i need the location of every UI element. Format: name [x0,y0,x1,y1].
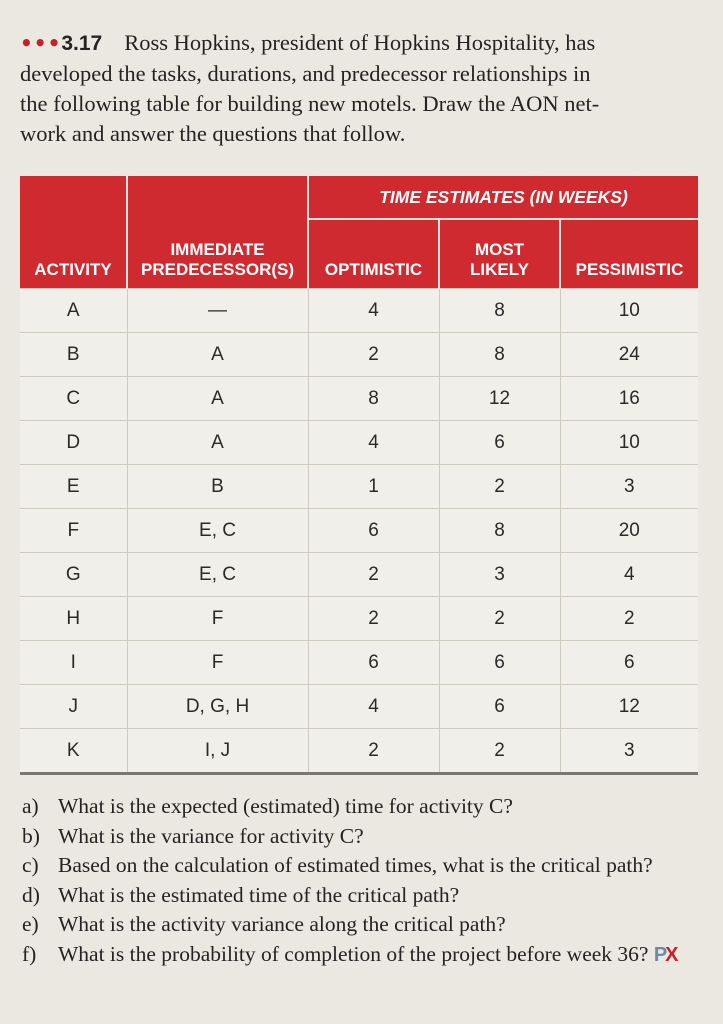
activity-cell: I [20,641,127,685]
problem-line-1 [20,28,710,59]
predecessor-cell: D, G, H [127,685,308,729]
predecessor-cell: E, C [127,509,308,553]
activity-cell: E [20,465,127,509]
optimistic-cell: 4 [308,421,439,465]
pessimistic-cell: 2 [560,597,698,641]
predecessor-cell: — [127,289,308,333]
question-item [22,792,702,822]
predecessor-cell: B [127,465,308,509]
activity-cell: C [20,377,127,421]
activity-column-header: ACTIVITY [20,219,127,289]
question-item [22,881,702,911]
pessimistic-cell: 4 [560,553,698,597]
time-estimates-header: TIME ESTIMATES (IN WEEKS) [308,176,698,219]
pessimistic-cell: 10 [560,421,698,465]
predecessor-cell: A [127,333,308,377]
activity-cell: G [20,553,127,597]
optimistic-cell: 6 [308,641,439,685]
predecessor-cell: F [127,597,308,641]
question-item [22,940,702,971]
header-blank-predecessor [127,176,308,219]
predecessor-cell: A [127,421,308,465]
activity-cell: K [20,729,127,774]
pessimistic-cell: 6 [560,641,698,685]
optimistic-cell: 2 [308,729,439,774]
predecessor-cell: E, C [127,553,308,597]
most-likely-header-line-2: LIKELY [470,260,529,279]
question-label: a) [22,794,39,818]
optimistic-cell: 2 [308,597,439,641]
problem-text-line: Ross Hopkins, president of Hopkins Hospitality, has [124,30,596,55]
predecessors-column-header [127,219,308,289]
optimistic-cell: 8 [308,377,439,421]
question-label: d) [22,882,40,907]
table-row [20,421,698,465]
question-label: c) [22,853,39,877]
pessimistic-cell: 3 [560,729,698,774]
optimistic-column-header: OPTIMISTIC [308,219,439,289]
most-likely-cell: 2 [439,597,560,641]
most-likely-cell: 2 [439,465,560,509]
most-likely-header-line-1: MOST [474,240,525,259]
table-row [20,509,698,553]
header-blank-activity [20,176,127,219]
activity-cell: D [20,421,127,465]
table-row [20,289,698,333]
problem-text-line: work and answer the questions that follow. [20,121,406,146]
pessimistic-cell: 24 [560,333,698,377]
most-likely-cell: 8 [439,289,560,333]
problem-statement [20,28,710,149]
activity-cell: A [20,289,127,333]
problem-text-line: developed the tasks, durations, and predecessor relationships in [20,61,591,86]
question-item [22,910,702,940]
question-text: What is the expected (estimated) time for activity C? [58,794,513,818]
optimistic-cell: 4 [308,289,439,333]
most-likely-cell: 8 [439,333,560,377]
difficulty-dots: ••• [20,31,62,55]
question-text [58,940,702,971]
activity-cell: J [20,685,127,729]
predecessor-cell: I, J [127,729,308,774]
most-likely-cell: 6 [439,421,560,465]
question-item [22,851,702,881]
question-label: b) [22,823,40,848]
table-row [20,465,698,509]
question-text: What is the activity variance along the critical path? [58,912,506,936]
most-likely-cell: 8 [439,509,560,553]
optimistic-cell: 6 [308,509,439,553]
px-logo-x: X [665,943,677,966]
table-row [20,333,698,377]
table-row [20,685,698,729]
activity-cell: H [20,597,127,641]
activity-cell: F [20,509,127,553]
pessimistic-cell: 3 [560,465,698,509]
question-list [22,792,702,970]
pessimistic-cell: 20 [560,509,698,553]
question-text: Based on the calculation of estimated times, what is the critical path? [58,853,653,877]
table-row [20,597,698,641]
pessimistic-cell: 12 [560,685,698,729]
most-likely-cell: 6 [439,641,560,685]
question-label: e) [22,912,39,936]
pessimistic-column-header: PESSIMISTIC [560,219,698,289]
pessimistic-cell: 10 [560,289,698,333]
question-text: What is the estimated time of the critical path? [58,882,460,907]
px-logo-p: P [653,943,666,966]
question-text: What is the variance for activity C? [58,823,364,848]
predecessors-header-line-2: PREDECESSOR(S) [140,260,295,279]
most-likely-cell: 6 [439,685,560,729]
pessimistic-cell: 16 [560,377,698,421]
activity-cell: B [20,333,127,377]
optimistic-cell: 2 [308,333,439,377]
predecessors-header-line-1: IMMEDIATE [170,240,265,259]
optimistic-cell: 4 [308,685,439,729]
predecessor-cell: F [127,641,308,685]
question-item [22,822,702,852]
table-row [20,553,698,597]
predecessor-cell: A [127,377,308,421]
problem-number: 3.17 [61,32,103,55]
table-row [20,729,698,774]
table-row [20,377,698,421]
px-logo-icon[interactable] [654,941,677,971]
most-likely-cell: 2 [439,729,560,774]
most-likely-column-header [439,219,560,289]
activity-table [20,176,698,775]
question-label: f) [22,941,37,966]
optimistic-cell: 1 [308,465,439,509]
optimistic-cell: 2 [308,553,439,597]
most-likely-cell: 3 [439,553,560,597]
table-row [20,641,698,685]
most-likely-cell: 12 [439,377,560,421]
problem-text-line: the following table for building new motels. Draw the AON net- [20,91,600,116]
question-text-content: What is the probability of completion of the project before week 36? [58,941,649,966]
